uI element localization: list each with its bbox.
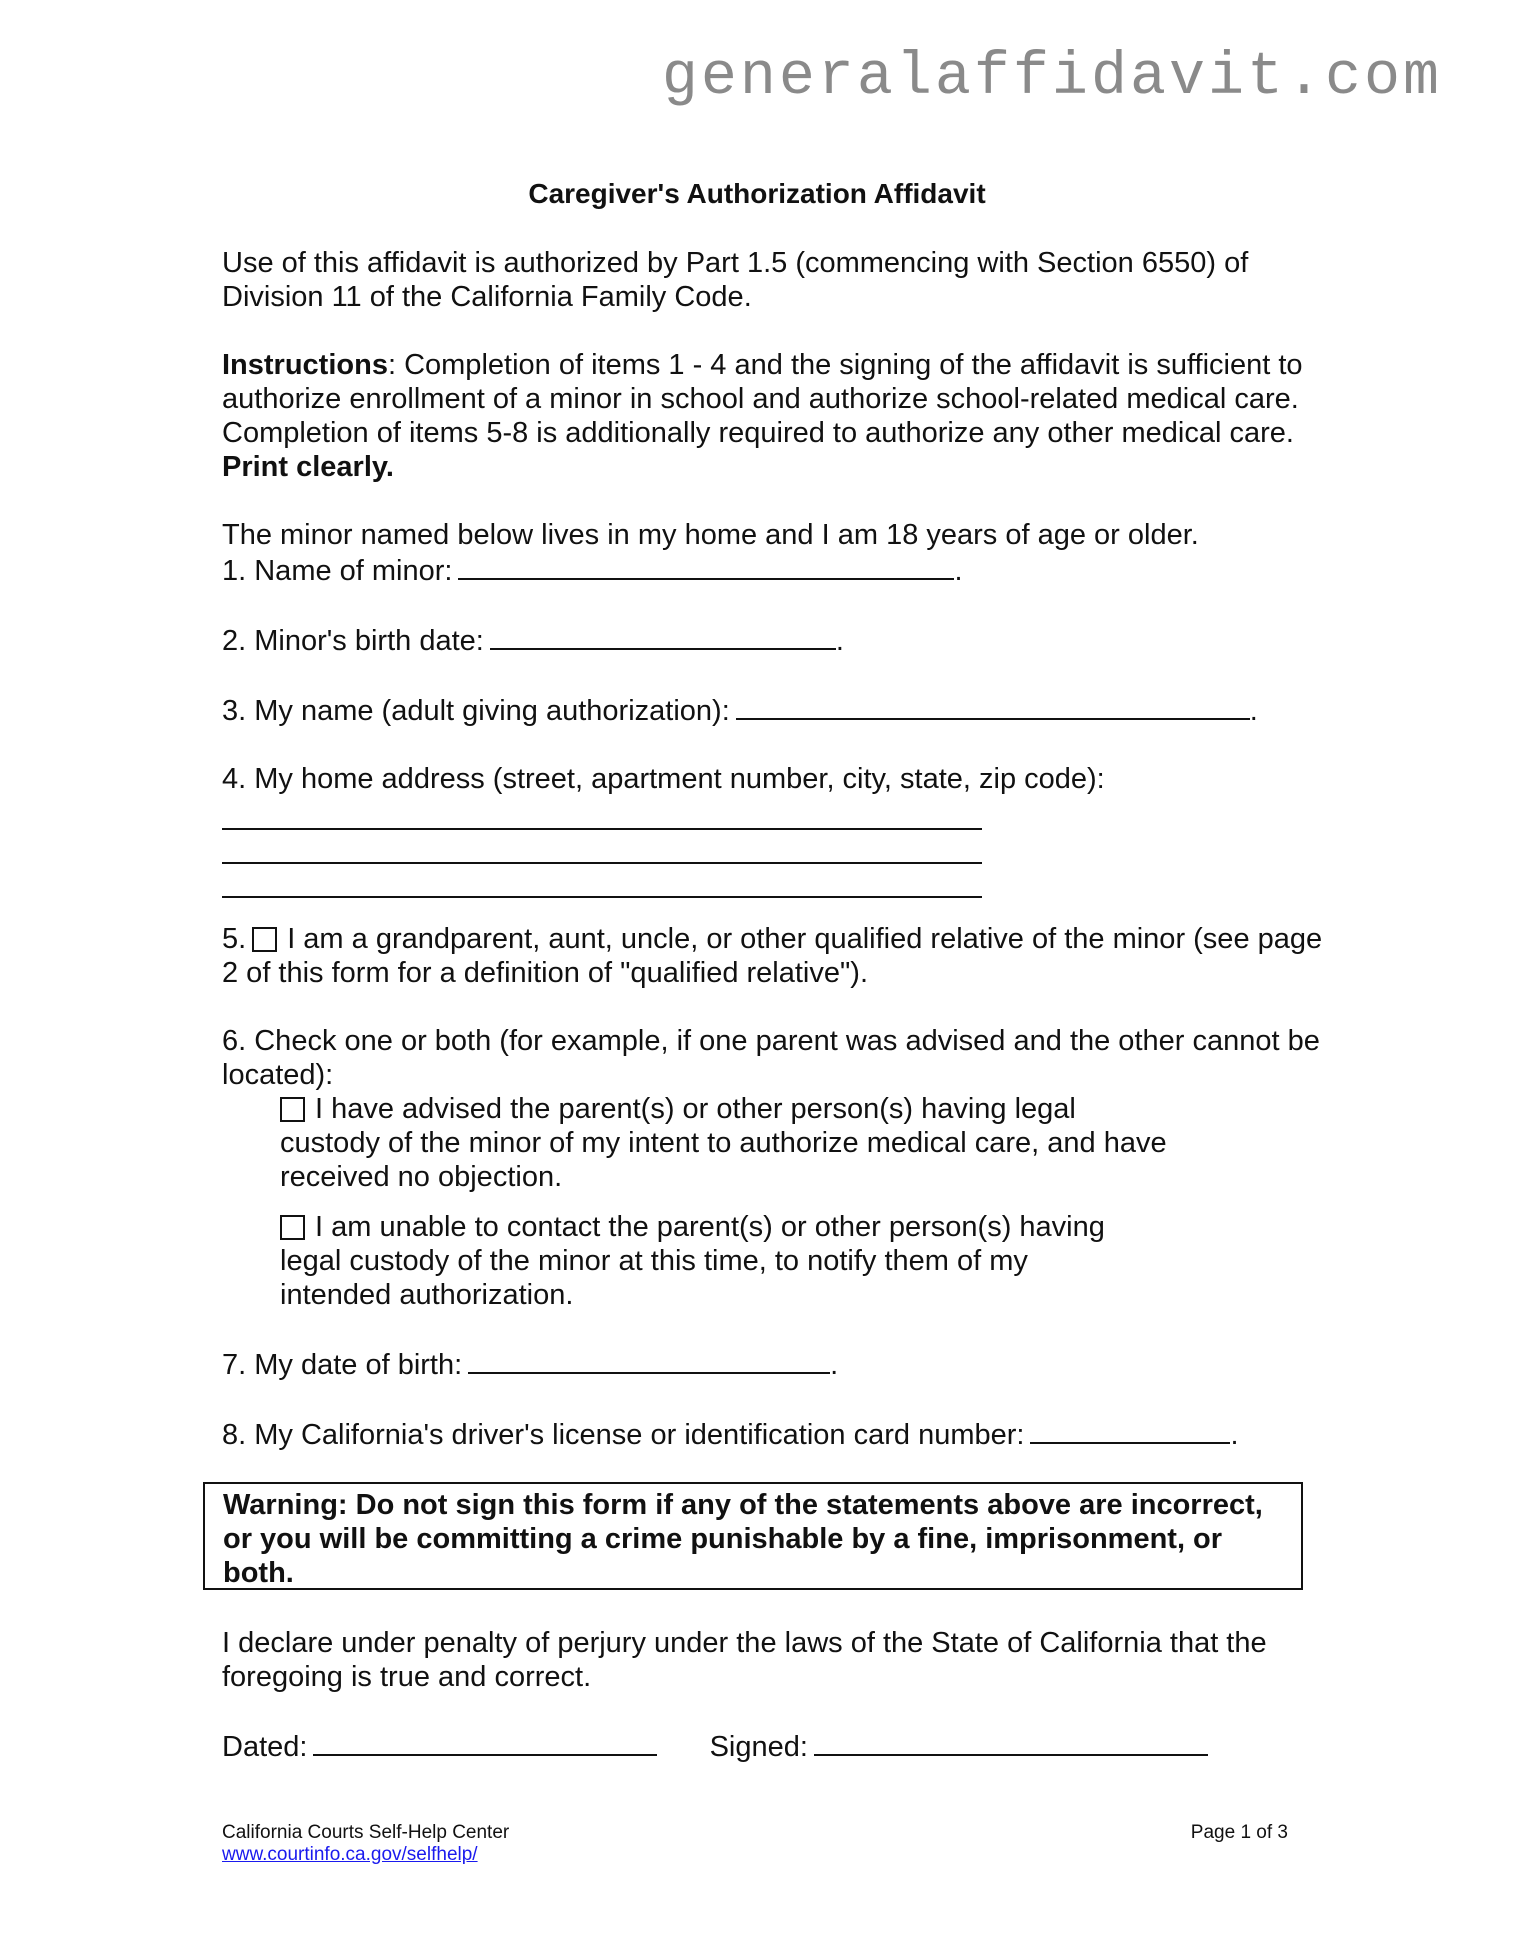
signature-field[interactable] xyxy=(814,1728,1208,1756)
item-1: 1. Name of minor: . xyxy=(222,552,1332,588)
advised-parents-checkbox[interactable] xyxy=(280,1097,305,1122)
qualified-relative-checkbox[interactable] xyxy=(252,927,277,952)
watermark: generalaffidavit.com xyxy=(661,44,1442,112)
item-6-option-2-text: I am unable to contact the parent(s) or other person(s) having legal custody of the minor at this time, to notify them of my intended authorization. xyxy=(280,1211,1105,1311)
item-3: 3. My name (adult giving authorization): . xyxy=(222,692,1332,728)
item-5 xyxy=(222,922,1332,990)
declaration-text: I declare under penalty of perjury under the laws of the State of California that the foregoing is true and correct. xyxy=(222,1627,1267,1693)
unable-to-contact-checkbox[interactable] xyxy=(280,1215,305,1240)
footer-org: California Courts Self-Help Center xyxy=(222,1822,510,1843)
minor-birth-date-field[interactable] xyxy=(490,622,836,650)
print-clearly-note: Print clearly. xyxy=(222,451,394,483)
instructions-text: : Completion of items 1 - 4 and the signing of the affidavit is sufficient to authorize enrollment of a minor in school and authorize school-related medical care. Completion of items 5-8 is additionally required to authorize any other medical care. xyxy=(222,349,1303,449)
item-7-label: 7. My date of birth: xyxy=(222,1349,463,1381)
instructions-paragraph xyxy=(222,348,1332,484)
caregiver-birth-date-field[interactable] xyxy=(468,1346,830,1374)
item-6-option-1-text: I have advised the parent(s) or other person(s) having legal custody of the minor of my intent to authorize medical care, and have received no objection. xyxy=(280,1093,1167,1193)
item-7: 7. My date of birth: . xyxy=(222,1346,1332,1382)
residency-statement: The minor named below lives in my home and I am 18 years of age or older. xyxy=(222,519,1199,551)
signed-label: Signed: xyxy=(709,1731,808,1763)
footer-link[interactable]: www.courtinfo.ca.gov/selfhelp/ xyxy=(222,1844,478,1865)
item-6: 6. Check one or both (for example, if one parent was advised and the other cannot be located): xyxy=(222,1025,1320,1091)
item-5-text: I am a grandparent, aunt, uncle, or other qualified relative of the minor (see page 2 of this form for a definition of "qualified relative"). xyxy=(222,923,1323,989)
address-line-2-field[interactable] xyxy=(222,830,982,864)
footer-left xyxy=(222,1822,509,1866)
signature-row xyxy=(222,1728,1208,1764)
item-5-number: 5. xyxy=(222,923,247,955)
item-4 xyxy=(222,762,1332,796)
address-line-1-field[interactable] xyxy=(222,796,982,830)
warning-box: Warning: Do not sign this form if any of the statements above are incorrect, or you will be committing a crime punishable by a fine, imprisonment, or both. xyxy=(203,1482,1303,1590)
intro-text: Use of this affidavit is authorized by Part 1.5 (commencing with Section 6550) of Division 11 of the California Family Code. xyxy=(222,247,1249,313)
item-1-label: 1. Name of minor: xyxy=(222,555,453,587)
document-title: Caregiver's Authorization Affidavit xyxy=(528,178,986,209)
item-6-option-1 xyxy=(222,1092,1332,1194)
item-6-option-2 xyxy=(222,1210,1332,1312)
item-2: 2. Minor's birth date: . xyxy=(222,622,1332,658)
item-4-label: 4. My home address (street, apartment number, city, state, zip code): xyxy=(222,763,1105,795)
item-8: 8. My California's driver's license or identification card number: . xyxy=(222,1416,1332,1452)
item-3-label: 3. My name (adult giving authorization): xyxy=(222,695,730,727)
address-line-3-field[interactable] xyxy=(222,864,982,898)
item-8-label: 8. My California's driver's license or identification card number: xyxy=(222,1419,1025,1451)
dated-label: Dated: xyxy=(222,1731,308,1763)
license-number-field[interactable] xyxy=(1030,1416,1230,1444)
form-body xyxy=(222,246,1332,1452)
dated-field[interactable] xyxy=(313,1728,657,1756)
item-2-label: 2. Minor's birth date: xyxy=(222,625,484,657)
adult-name-field[interactable] xyxy=(736,692,1250,720)
instructions-label: Instructions xyxy=(222,349,388,381)
page-number: Page 1 of 3 xyxy=(1190,1822,1288,1843)
minor-name-field[interactable] xyxy=(458,552,954,580)
